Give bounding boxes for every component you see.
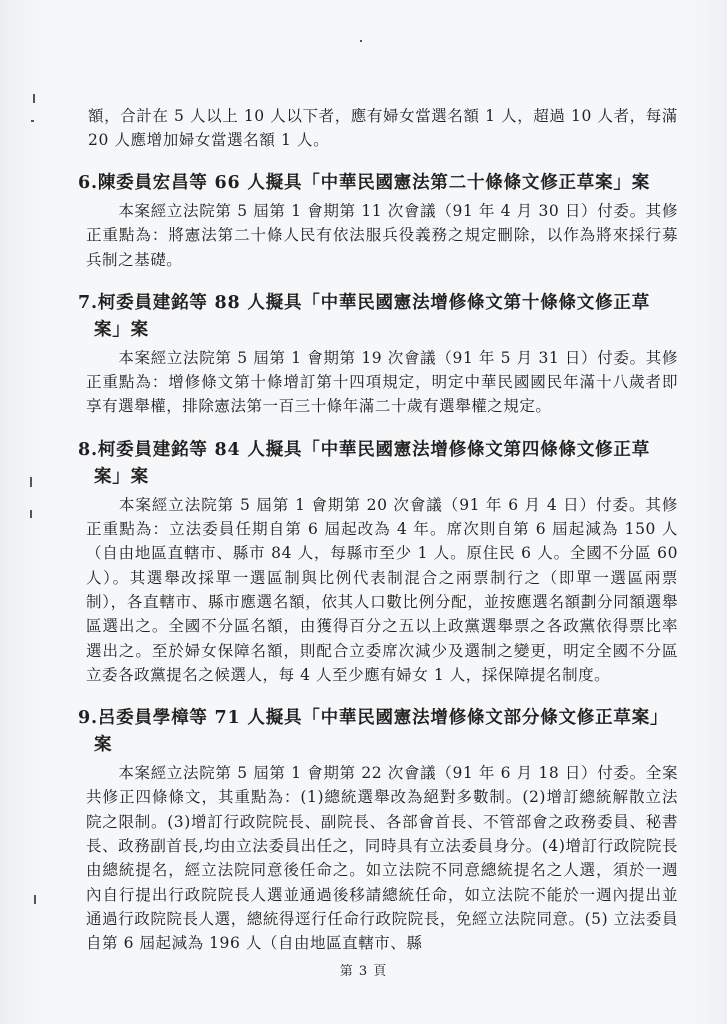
page-number: 第 3 頁 [339, 964, 388, 979]
punch-mark [360, 40, 362, 42]
item-body: 本案經立法院第 5 屆第 1 會期第 11 次會議（91 年 4 月 30 日）付委。其修正重點為：將憲法第二十條人民有依法服兵役義務之規定刪除，以作為將來採行募兵制之基礎。 [86, 202, 678, 269]
punch-mark [34, 895, 36, 904]
item-heading-text: 6.陳委員宏昌等 66 人擬具「中華民國憲法第二十條條文修正草案」案 [78, 173, 651, 193]
intro-paragraph: 額，合計在 5 人以上 10 人以下者，應有婦女當選名額 1 人，超過 10 人者，每滿 20 人應增加婦女當選名額 1 人。 [88, 107, 678, 149]
item-body: 本案經立法院第 5 屆第 1 會期第 20 次會議（91 年 6 月 4 日）付委。其修正重點為：立法委員任期自第 6 屆起改為 4 年。席次則自第 6 屆起減為 150 人（自由地區直轄市、縣市 84 人，每縣市至少 1 人。原住民 6 人。全國不分區 60 人）。其選舉改採單一選區制與比例代表制混合之兩票制行之（即單一選區兩票制），各直轄市、縣市應選名額，依其人口數比例分配，並按應選名額劃分同額選舉區選出之。全國不分區名額，由獲得百分之五以上政黨選舉票之各政黨依得票比率選出之。至於婦女保障名額，則配合立委席次減少及選制之變更，明定全國不分區立委各政黨提名之候選人，每 4 人至少應有婦女 1 人，採保障提名制度。 [86, 495, 678, 684]
item-body: 本案經立法院第 5 屆第 1 會期第 22 次會議（91 年 6 月 18 日）付委。全案共修正四條條文，其重點為：(1)總統選舉改為絕對多數制。(2)增訂總統解散立法院之限制。(3)增訂行政院院長、副院長、各部會首長、不管部會之政務委員、秘書長、政務副首長,均由立法委員出任之，同時具有立法委員身分。(4)增訂行政院院長由總統提名，經立法院同意後任命之。如立法院不同意總統提名之人選，須於一週內自行提出行政院院長人選並通過後移請總統任命，如立法院不能於一週內提出並通過行政院院長人選，總統得逕行任命行政院院長，免經立法院同意。(5) 立法委員自第 6 屆起減為 196 人（自由地區直轄市、縣 [86, 764, 678, 953]
document-body [78, 104, 678, 956]
punch-mark [31, 120, 34, 122]
item-7 [78, 290, 678, 419]
item-heading [78, 705, 678, 759]
item-heading-text: 8.柯委員建銘等 84 人擬具「中華民國憲法增修條文第四條條文修正草 [78, 439, 651, 460]
item-body: 本案經立法院第 5 屆第 1 會期第 19 次會議（91 年 5 月 31 日）付委。其修正重點為：增修條文第十條增訂第十四項規定，明定中華民國國民年滿十八歲者即享有選舉權，排除憲法第一百三十條年滿二十歲有選舉權之規定。 [86, 348, 678, 416]
item-heading [78, 290, 678, 344]
item-heading [78, 170, 678, 197]
punch-mark [30, 510, 32, 518]
punch-mark [33, 94, 35, 103]
item-heading-text: 9.呂委員學樟等 71 人擬具「中華民國憲法增修條文部分條文修正草案」 [78, 708, 669, 729]
item-8 [78, 437, 678, 687]
item-9 [78, 705, 678, 955]
item-heading-cont: 案」案 [94, 319, 149, 340]
item-heading-cont: 案 [94, 735, 113, 756]
item-heading-text: 7.柯委員建銘等 88 人擬具「中華民國憲法增修條文第十條條文修正草 [78, 292, 651, 313]
punch-mark [30, 477, 32, 487]
item-heading-cont: 案」案 [94, 466, 149, 487]
item-6 [78, 170, 678, 272]
item-heading [78, 437, 678, 491]
